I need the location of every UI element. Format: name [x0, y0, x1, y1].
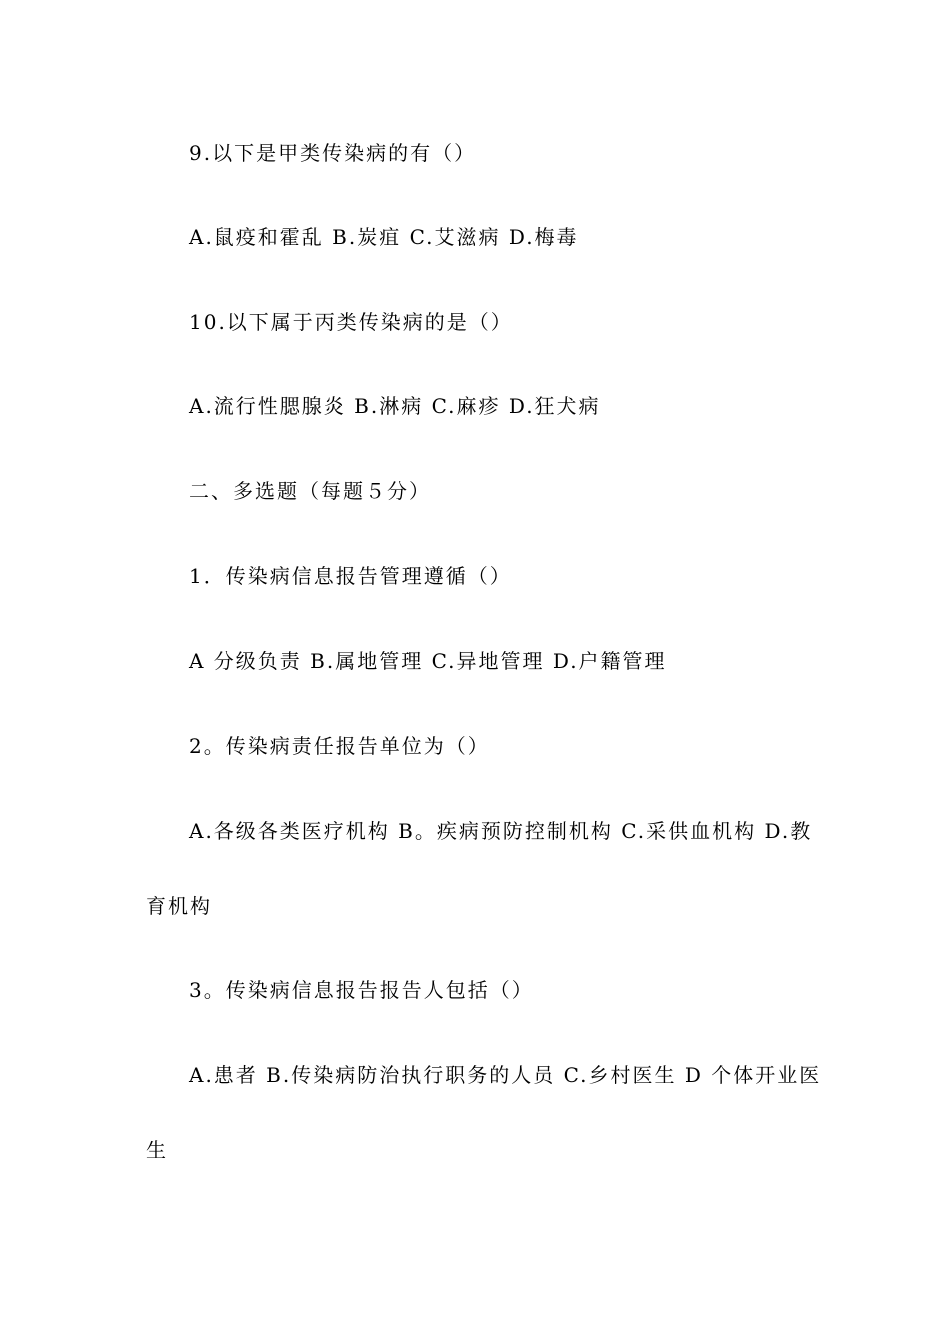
question-10-options: A.流行性腮腺炎 B.淋病 C.麻疹 D.狂犬病 — [189, 394, 601, 418]
question-9: 9.以下是甲类传染病的有（） — [189, 141, 477, 165]
mc-question-2-options: A.各级各类医疗机构 B。疾病预防控制机构 C.采供血机构 D.教 — [189, 819, 813, 843]
question-9-options: A.鼠疫和霍乱 B.炭疽 C.艾滋病 D.梅毒 — [189, 225, 579, 249]
mc-question-3: 3。传染病信息报告报告人包括（） — [189, 978, 534, 1002]
mc-question-2-options-continued: 育机构 — [146, 894, 212, 918]
question-10: 10.以下属于丙类传染病的是（） — [189, 310, 513, 334]
mc-question-1-options: A 分级负责 B.属地管理 C.异地管理 D.户籍管理 — [189, 649, 667, 673]
mc-question-2: 2。传染病责任报告单位为（） — [189, 734, 490, 758]
mc-question-3-options-continued: 生 — [146, 1138, 168, 1162]
section-heading-multiple-choice: 二、多选题（每题５分） — [189, 479, 431, 503]
mc-question-3-options: A.患者 B.传染病防治执行职务的人员 C.乡村医生 D 个体开业医 — [189, 1063, 822, 1087]
mc-question-1: 1．传染病信息报告管理遵循（） — [189, 564, 512, 588]
